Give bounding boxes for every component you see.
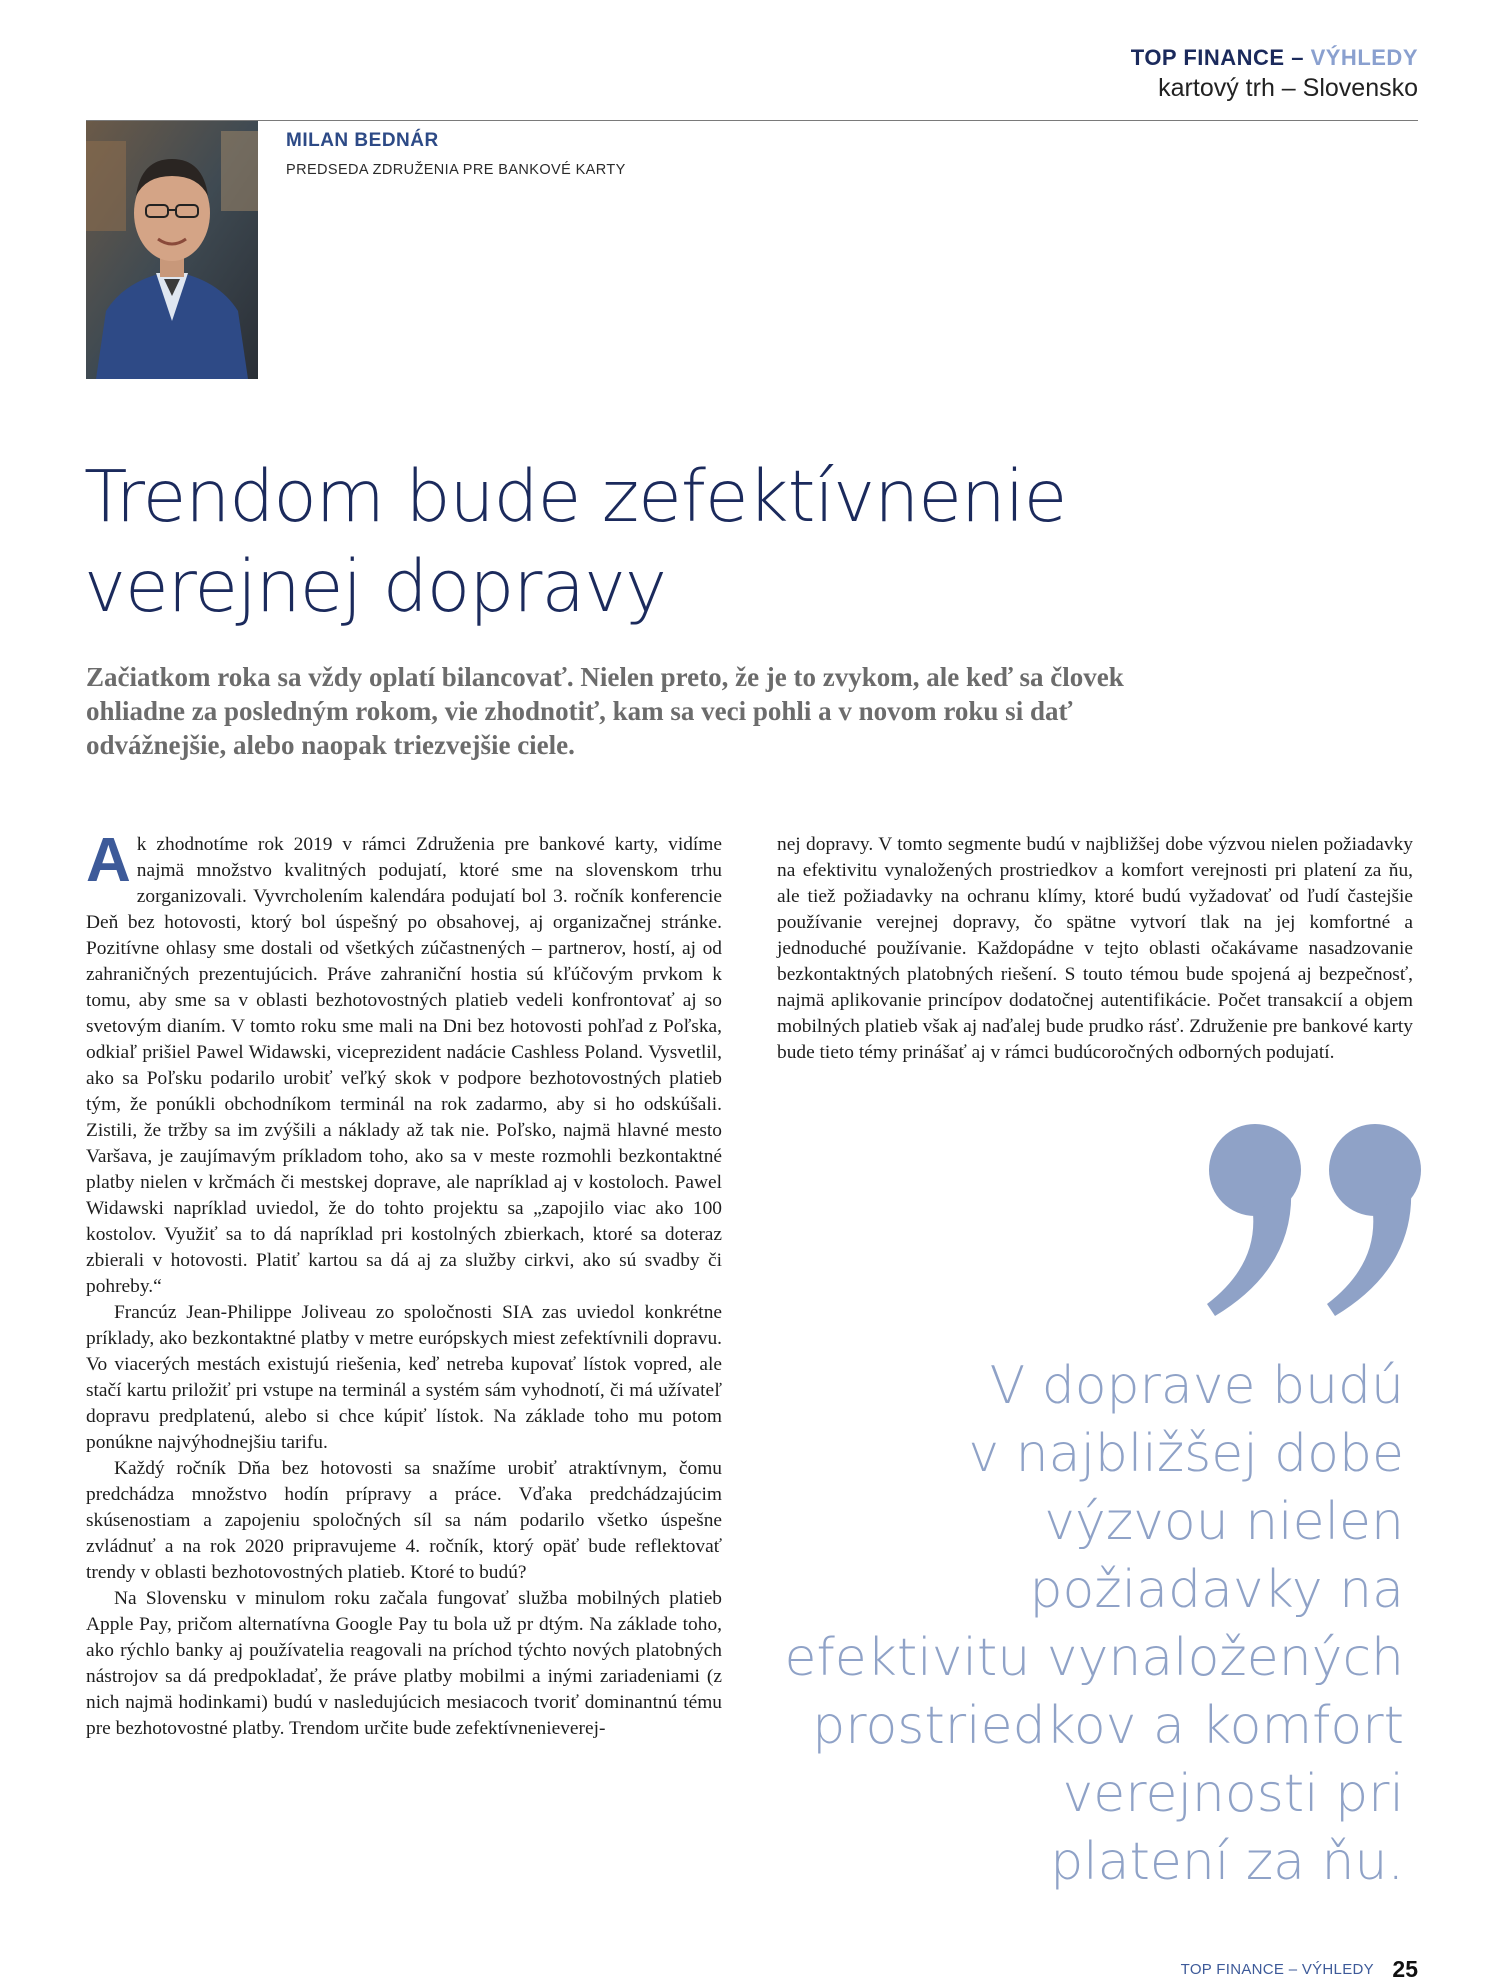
article-column-left xyxy=(86,826,722,1742)
section-subtitle: kartový trh – Slovensko xyxy=(1158,74,1418,102)
page-number: 25 xyxy=(1392,1956,1418,1982)
pull-quote-line: prostriedkov a komfort xyxy=(812,1696,1404,1756)
article-lead: Začiatkom roka sa vždy oplatí bilancovať. Nielen preto, že je to zvykom, ale keď sa človek ohliadne za posledným rokom, vie zhodnotiť, kam sa veci pohli a v novom roku si dať odvážnejšie, alebo naopak triezvejšie ciele. xyxy=(86,662,1124,760)
author-photo xyxy=(86,121,258,379)
header-divider xyxy=(86,120,1418,121)
pull-quote-line: výzvou nielen xyxy=(1044,1492,1404,1552)
article-column-right xyxy=(777,832,1413,1066)
pull-quote-line: efektivitu vynaložených xyxy=(784,1628,1404,1688)
section-title-secondary: VÝHLEDY xyxy=(1310,45,1418,70)
article-paragraph: Na Slovensku v minulom roku začala fungovať služba mobilných platieb Apple Pay, pričom alternatívna Google Pay tu bola už pr dtým. Na základe toho, ako rýchlo banky aj používatelia reagovali na príchod týchto nových platobných nástrojov sa dá predpokladať, že práve platby mobilmi a inými zariadeniami (z nich najmä hodinkami) budú v nasledujúcich mesiacoch tvoriť dominantnú tému pre bezhotovostné platby. Trendom určite bude zefektívnenieverej- xyxy=(86,1588,722,1739)
pull-quote-line: verejnosti pri xyxy=(1062,1764,1404,1824)
article-paragraph: Francúz Jean-Philippe Joliveau zo spoločnosti SIA zas uviedol konkrétne príklady, ako bezkontaktné platby v metre európskych miest zefektívnili dopravu. Vo viacerých mestách existujú riešenia, keď netreba kupovať lístok vopred, ale stačí kartu priložiť pri vstupe na terminál a systém sám vyhodnotí, či má užívateľ dopravu predplatenú, alebo si chce kúpiť lístok. Na základe toho mu potom ponúkne najvýhodnejšiu tarifu. xyxy=(86,1302,722,1453)
author-name: MILAN BEDNÁR xyxy=(286,130,439,151)
paragraph-text: k zhodnotíme rok 2019 v rámci Združenia pre bankové karty, vidíme najmä množstvo kvalitných podujatí, ktoré sme na slovenskom trhu zorganizovali. Vyvrcholením kalendára podujatí bol 3. ročník konferencie Deň bez hotovosti, ktorý bol úspešný po obsahovej, aj organizačnej stránke. Pozitívne ohlasy sme dostali od všetkých zúčastnených – partnerov, hostí, aj od zahraničných prezentujúcich. Práve zahraniční hostia sú kľúčovým prvkom k tomu, aby sme sa v oblasti bezhotovostných platieb vedeli konfrontovať aj so svetovým dianím. V tomto roku sme mali na Dni bez hotovosti pohľad z Poľska, odkiaľ prišiel Pawel Widawski, viceprezident nadácie Cashless Poland. Vysvetlil, ako sa Poľsku podarilo urobiť veľký skok v podpore bezhotovostných platieb tým, že ponúkli obchodníkom terminál na rok zadarmo, aby si ho odskúšali. Zistili, že tržby sa im zvýšili a náklady až tak nie. Poľsko, najmä hlavné mesto Varšava, je zaujímavým príkladom toho, ako sa v meste rozmohli bezkontaktné platby nielen v krčmách či mestskej doprave, ale napríklad aj v kostoloch. Pawel Widawski napríklad uviedol, že do tohto projektu sa „zapojilo viac ako 100 kostolov. Využiť sa to dá napríklad pri kostolných zbierkach, ktoré sa doteraz zbierali v hotovosti. Platiť kartou sa dá aj za služby cirkvi, ako sú svadby či pohreby.“ xyxy=(86,834,722,1297)
page-footer xyxy=(1181,1956,1418,1983)
pull-quote-line: platení za ňu. xyxy=(1050,1832,1404,1892)
section-title-primary: TOP FINANCE – xyxy=(1130,45,1304,70)
drop-cap: A xyxy=(86,826,131,895)
article-title-line-1: Trendom bude zefektívnenie xyxy=(84,455,1067,538)
article-title xyxy=(84,452,1284,632)
footer-label: TOP FINANCE – VÝHLEDY xyxy=(1180,1961,1374,1978)
quotation-mark-icon xyxy=(1195,1118,1435,1318)
author-role: PREDSEDA ZDRUŽENIA PRE BANKOVÉ KARTY xyxy=(286,162,626,178)
pull-quote-line: požiadavky na xyxy=(1029,1560,1404,1620)
section-header xyxy=(1131,44,1418,104)
article-title-line-2: verejnej dopravy xyxy=(84,545,667,628)
author-portrait-illustration xyxy=(86,121,258,379)
pull-quote xyxy=(744,1352,1404,1896)
article-paragraph: nej dopravy. V tomto segmente budú v najbližšej dobe výzvou nielen požiadavky na efektivitu vynaložených prostriedkov a komfort verejnosti pri platení za ňu, ale tiež požiadavky na ochranu klímy, ktoré budú vyžadovať od ľudí častejšie používanie verejnej dopravy, čo spätne vytvorí tlak na jej komfortné a jednoduché používanie. Každopádne v tejto oblasti očakávame nasadzovanie bezkontaktných platobných riešení. S touto témou bude spojená aj bezpečnosť, najmä aplikovanie princípov dodatočnej autentifikácie. Počet transakcií a objem mobilných platieb však aj naďalej bude prudko rásť. Združenie pre bankové karty bude tieto témy prinášať aj v rámci budúcoročných odborných podujatí. xyxy=(777,834,1413,1063)
article-paragraph: Každý ročník Dňa bez hotovosti sa snažíme urobiť atraktívnym, čomu predchádza množstvo hodín prípravy a práce. Vďaka predchádzajúcim skúsenostiam a zapojeniu spoločných síl sa nám podarilo všetko úspešne zvládnuť a na rok 2020 pripravujeme 4. ročník, ktorý opäť bude reflektovať trendy v oblasti bezhotovostných platieb. Ktoré to budú? xyxy=(86,1458,722,1583)
pull-quote-line: V doprave budú xyxy=(989,1356,1404,1416)
article-paragraph xyxy=(86,826,722,1300)
section-title xyxy=(1131,44,1418,72)
pull-quote-line: v najbližšej dobe xyxy=(968,1424,1404,1484)
